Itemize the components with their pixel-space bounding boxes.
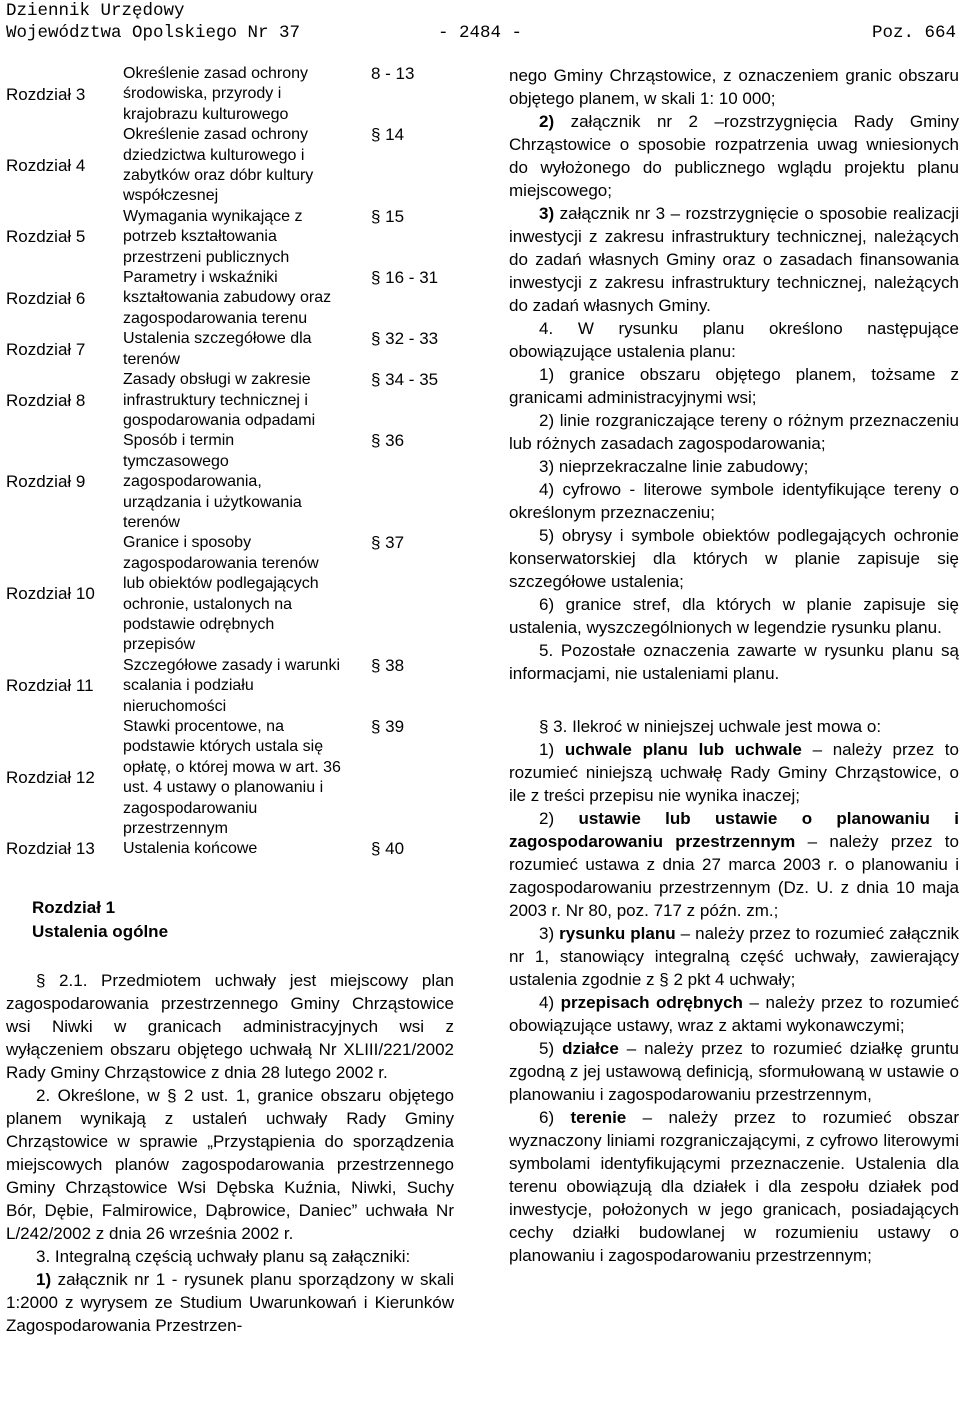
toc-chapter-label: Rozdział 6 — [6, 288, 86, 308]
chapter-subtitle: Ustalenia ogólne — [32, 922, 169, 941]
paragraph: 5. Pozostałe oznaczenia zawarte w rysunku planu są informacjami, nie ustaleniami planu. — [509, 641, 959, 683]
item-text: – należy przez to rozumieć obszar wyznaczony liniami rozgraniczającymi, z cyfrowo literowymi symbolami identyfikującymi przeznaczenie. Ustalenia dla terenu obowiązują dla działek i dla zespołu działek pod inwestycje, położonych w jego granicach, posiadających cechy działki budowlanej w rozumieniu ustawy o planowaniu i zagospodarowaniu przestrzennym; — [509, 1108, 959, 1265]
position-number: Poz. 664 — [871, 23, 956, 43]
toc-paragraph-ref: 8 - 13 — [371, 64, 415, 83]
item-text: – należy przez to rozumieć działkę gruntu zgodną z jej ustawową definicją, sformułowaną w ustawie o planowaniu i zagospodarowaniu przestrzennym, — [509, 1039, 959, 1104]
item-text: – należy przez to rozumieć ustawa z dnia 27 marca 2003 r. o planowaniu i zagospodarowaniu przestrzennym (Dz. U. z dnia 10 maja 2003 r. Nr 80, poz. 717 z późn. zm.; — [509, 832, 959, 920]
defined-term: rysunku planu — [559, 924, 676, 943]
paragraph: 4. W rysunku planu określono następujące obowiązujące ustalenia planu: — [509, 319, 959, 361]
paragraph — [509, 1106, 959, 1267]
toc-entry-text: Określenie zasad ochrony środowiska, przyrody i krajobrazu kulturowego — [123, 65, 308, 123]
toc-paragraph-ref: § 37 — [371, 533, 405, 553]
toc-row — [6, 431, 446, 533]
journal-issue: Województwa Opolskiego Nr 37 — [6, 23, 301, 43]
toc-entry-text: Stawki procentowe, na podstawie których ustala się opłatę, o której mowa w art. 36 ust. 4 ustawy o planowaniu i zagospodarowaniu przestrzennym — [123, 718, 341, 838]
toc-entry-text: Ustalenia szczegółowe dla terenów — [123, 330, 312, 368]
toc-row — [6, 533, 446, 655]
paragraph: 3. Integralną częścią uchwały planu są załączniki: — [36, 1247, 411, 1266]
toc-paragraph-ref: § 39 — [371, 717, 405, 736]
toc-chapter-label: Rozdział 4 — [6, 156, 86, 176]
left-column — [6, 896, 454, 1337]
paragraph: 2. Określone, w § 2 ust. 1, granice obszaru objętego planem wynikają z ustaleń uchwały Rady Gminy Chrząstowice w sprawie „Przystąpienia do sporządzenia miejscowych planów zagospodarowania przestrzennego Gminy Chrząstowice Wsi Dębska Kuźnia, Niwki, Suchy Bór, Dębie, Falmirowice, Dąbrowice, Daniec” uchwała Nr L/242/2002 z dnia 26 września 2002 r. — [6, 1086, 454, 1243]
item-text: – należy przez to rozumieć niniejszą uchwałę Rady Gminy Chrząstowice, o ile z treści przepisu nie wynika inaczej; — [509, 740, 959, 805]
toc-entry-text: Szczegółowe zasady i warunki scalania i podziału nieruchomości — [123, 656, 340, 715]
chapter-title: Rozdział 1 — [32, 898, 116, 917]
item-number: 6) — [539, 1108, 571, 1127]
toc-chapter-label: Rozdział 11 — [6, 676, 94, 696]
toc-paragraph-ref: § 32 - 33 — [371, 329, 439, 349]
toc-row — [6, 717, 446, 839]
paragraph — [509, 202, 959, 317]
toc-entry-text: Parametry i wskaźniki kształtowania zabudowy oraz zagospodarowania terenu — [123, 269, 332, 327]
item-text: załącznik nr 1 - rysunek planu sporządzony w skali 1:2000 z wyrysem ze Studium Uwarunkowań i Kierunków Zagospodarowania Przestrzen- — [6, 1270, 454, 1335]
paragraph: 2) linie rozgraniczające tereny o różnym przeznaczeniu lub różnych zasadach zagospodarowania; — [509, 411, 959, 453]
paragraph: 5) obrysy i symbole obiektów podlegających ochronie konserwatorskiej dla których w planie zapisuje się szczegółowe ustalenia; — [509, 526, 959, 591]
item-text: załącznik nr 3 – rozstrzygnięcie o sposobie realizacji inwestycji z zakresu infrastruktury technicznej, należących do zadań własnych Gminy oraz o zasadach finansowania inwestycji z zakresu infrastruktury technicznej, należących do zadań własnych Gminy. — [509, 204, 959, 315]
toc-paragraph-ref: § 14 — [371, 125, 405, 145]
toc-row — [6, 370, 446, 431]
toc-row — [6, 329, 446, 370]
paragraph — [509, 807, 959, 922]
toc-chapter-label: Rozdział 10 — [6, 584, 95, 604]
paragraph: 3) nieprzekraczalne linie zabudowy; — [539, 457, 809, 476]
toc-paragraph-ref: § 34 - 35 — [371, 370, 439, 390]
toc-entry-text: Ustalenia końcowe — [123, 840, 258, 858]
paragraph — [509, 110, 959, 202]
paragraph: 1) granice obszaru objętego planem, tożsame z granicami administracyjnymi wsi; — [509, 365, 959, 407]
paragraph: 4) cyfrowo - literowe symbole identyfikujące tereny o określonym przeznaczeniu; — [509, 480, 959, 522]
paragraph — [509, 991, 959, 1037]
toc-entry-text: Zasady obsługi w zakresie infrastruktury technicznej i gospodarowania odpadami — [123, 371, 316, 429]
defined-term: przepisach odrębnych — [560, 993, 743, 1012]
defined-term: uchwale planu lub uchwale — [564, 740, 802, 759]
toc-chapter-label: Rozdział 8 — [6, 390, 86, 410]
toc-chapter-label: Rozdział 13 — [6, 839, 95, 859]
table-of-contents — [6, 64, 446, 860]
toc-entry-text: Wymagania wynikające z potrzeb kształtowania przestrzeni publicznych — [123, 207, 303, 266]
toc-row — [6, 207, 446, 268]
list-item — [6, 1268, 454, 1337]
toc-entry-text: Określenie zasad ochrony dziedzictwa kulturowego i zabytków oraz dóbr kultury współczesnej — [123, 126, 314, 205]
toc-entry-text: Granice i sposoby zagospodarowania terenów lub obiektów podlegających ochronie, ustalonych na podstawie odrębnych przepisów — [123, 534, 319, 654]
toc-chapter-label: Rozdział 9 — [6, 472, 86, 492]
right-column — [509, 64, 959, 1267]
toc-row — [6, 268, 446, 329]
item-number: 5) — [539, 1039, 563, 1058]
toc-paragraph-ref: § 15 — [371, 206, 405, 226]
paragraph: nego Gminy Chrząstowice, z oznaczeniem granic obszaru objętego planem, w skali 1: 10 000; — [509, 66, 959, 108]
toc-paragraph-ref: § 38 — [371, 655, 405, 675]
toc-row — [6, 656, 446, 717]
item-number: 3) — [539, 204, 555, 223]
item-text: – należy przez to rozumieć załącznik nr 1, stanowiący integralną część uchwały, zawierający ustalenia zgodnie z § 2 pkt 4 uchwały; — [509, 924, 960, 989]
paragraph — [509, 922, 959, 991]
item-number: 2) — [539, 809, 579, 828]
defined-term: ustawie lub ustawie o planowaniu i zagospodarowaniu przestrzennym — [509, 809, 959, 851]
paragraph: § 3. Ilekroć w niniejszej uchwale jest mowa o: — [539, 717, 882, 736]
page-number: - 2484 - — [438, 23, 523, 43]
journal-title: Dziennik Urzędowy — [6, 1, 185, 21]
toc-entry-text: Sposób i termin tymczasowego zagospodarowania, urządzania i użytkowania terenów — [123, 432, 302, 531]
paragraph — [509, 738, 959, 807]
defined-term: terenie — [570, 1108, 627, 1127]
item-text: załącznik nr 2 –rozstrzygnięcia Rady Gminy Chrząstowice o sposobie rozpatrzenia uwag wniesionych do wyłożonego do publicznego wglądu projektu planu miejscowego; — [509, 112, 959, 200]
toc-row — [6, 125, 446, 207]
toc-paragraph-ref: § 36 — [371, 431, 405, 451]
toc-chapter-label: Rozdział 5 — [6, 227, 86, 247]
paragraph: § 2.1. Przedmiotem uchwały jest miejscowy plan zagospodarowania przestrzennego Gminy Chrząstowice wsi Niwki w granicach administracyjnych wsi z wyłączeniem obszaru objętego uchwałą Nr XLIII/221/2002 Rady Gminy Chrząstowice z dnia 28 lutego 2002 r. — [6, 971, 454, 1082]
toc-chapter-label: Rozdział 7 — [6, 339, 86, 359]
toc-paragraph-ref: § 16 - 31 — [371, 268, 439, 288]
item-number: 2) — [539, 112, 555, 131]
item-number: 1) — [36, 1270, 52, 1289]
item-text: – należy przez to rozumieć obowiązujące ustawy, wraz z aktami wykonawczymi; — [509, 993, 959, 1035]
paragraph: 6) granice stref, dla których w planie zapisuje się ustalenia, wyszczególnionych w legendzie rysunku planu. — [509, 595, 959, 637]
toc-chapter-label: Rozdział 3 — [6, 84, 86, 104]
item-number: 1) — [539, 740, 565, 759]
toc-chapter-label: Rozdział 12 — [6, 768, 95, 787]
paragraph — [509, 1037, 959, 1106]
item-number: 4) — [539, 993, 561, 1012]
item-number: 3) — [539, 924, 560, 943]
toc-row — [6, 64, 446, 125]
page-header — [6, 0, 956, 44]
toc-row — [6, 839, 446, 859]
defined-term: działce — [562, 1039, 619, 1058]
toc-paragraph-ref: § 40 — [371, 839, 405, 859]
